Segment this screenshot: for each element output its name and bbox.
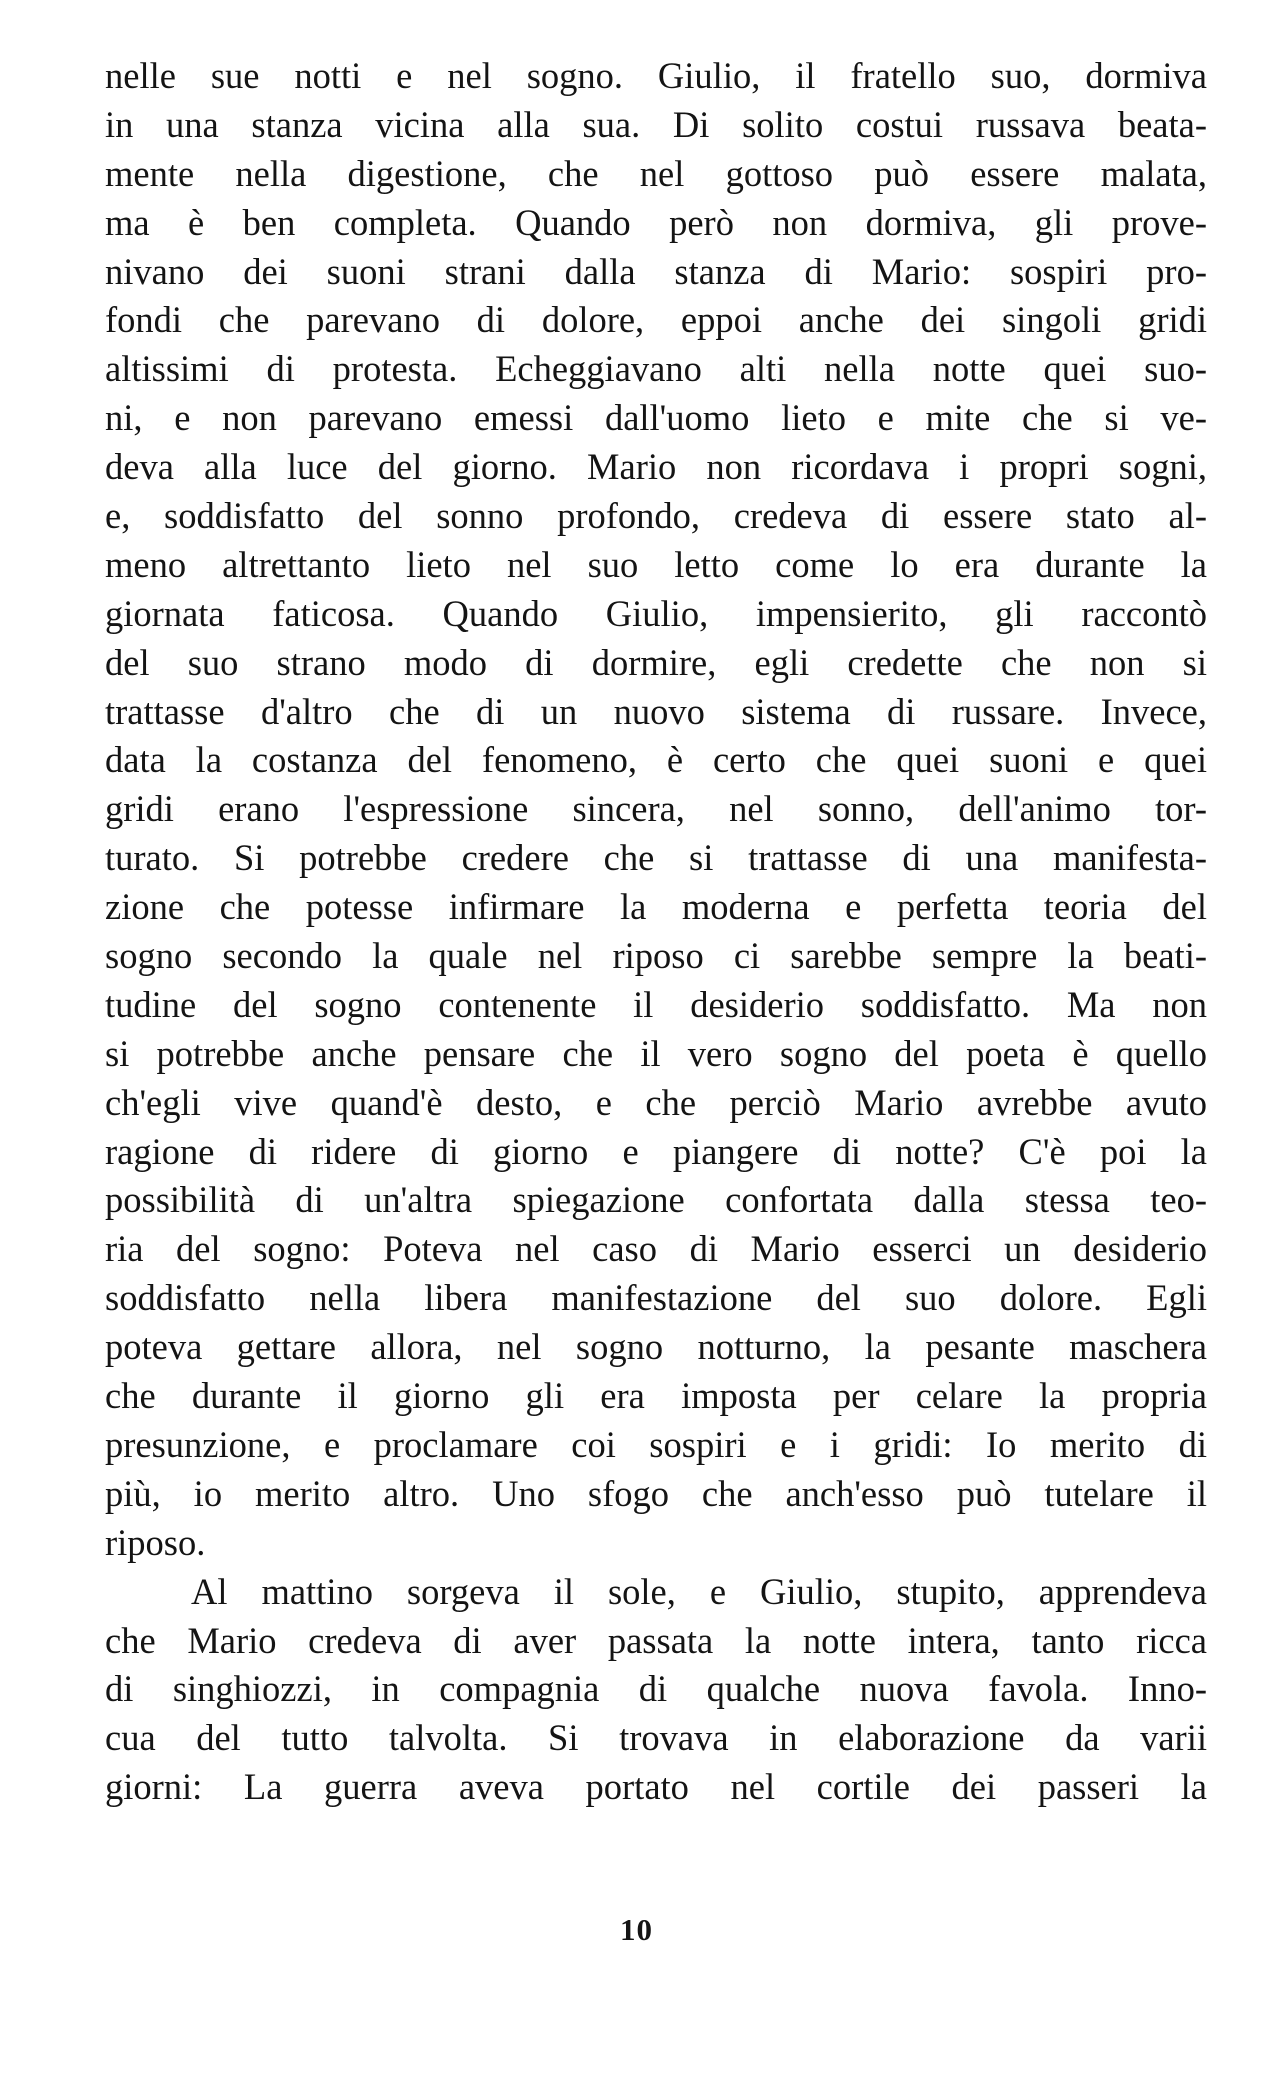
text-line: gridi erano l'espressione sincera, nel sonno, dell'animo tor- [105,788,1207,830]
text-line: Al mattino sorgeva il sole, e Giulio, stupito, apprendeva [191,1570,1207,1612]
text-line: si potrebbe anche pensare che il vero sogno del poeta è quello [105,1032,1207,1074]
page-number: 10 [620,1912,653,1947]
text-line: in una stanza vicina alla sua. Di solito costui russava beata- [105,103,1207,145]
text-line: meno altrettanto lieto nel suo letto come lo era durante la [105,543,1207,585]
text-line: che Mario credeva di aver passata la notte intera, tanto ricca [105,1619,1207,1661]
text-line: di singhiozzi, in compagnia di qualche nuova favola. Inno- [105,1668,1207,1710]
paragraph-2 [105,1568,1207,1812]
text-line: ch'egli vive quand'è desto, e che perciò Mario avrebbe avuto [105,1081,1207,1123]
text-line: ria del sogno: Poteva nel caso di Mario esserci un desiderio [105,1228,1207,1270]
text-line: soddisfatto nella libera manifestazione del suo dolore. Egli [105,1277,1207,1319]
text-line: del suo strano modo di dormire, egli credette che non si [105,641,1207,683]
text-line: poteva gettare allora, nel sogno notturno, la pesante maschera [105,1326,1207,1368]
text-line: data la costanza del fenomeno, è certo che quei suoni e quei [105,739,1207,781]
text-line: trattasse d'altro che di un nuovo sistema di russare. Invece, [105,690,1207,732]
text-line: giornata faticosa. Quando Giulio, impensierito, gli raccontò [105,592,1207,634]
text-line: altissimi di protesta. Echeggiavano alti nella notte quei suo- [105,348,1207,390]
text-line: sogno secondo la quale nel riposo ci sarebbe sempre la beati- [105,935,1207,977]
text-line: deva alla luce del giorno. Mario non ricordava i propri sogni, [105,446,1207,488]
text-line: più, io merito altro. Uno sfogo che anch'esso può tutelare il [105,1472,1207,1514]
text-line: zione che potesse infirmare la moderna e perfetta teoria del [105,886,1207,928]
text-line: turato. Si potrebbe credere che si trattasse di una manifesta- [105,837,1207,879]
text-line: e, soddisfatto del sonno profondo, credeva di essere stato al- [105,495,1207,537]
text-line: cua del tutto talvolta. Si trovava in elaborazione da varii [105,1717,1207,1759]
text-line: fondi che parevano di dolore, eppoi anche dei singoli gridi [105,299,1207,341]
text-line: riposo. [105,1521,206,1563]
text-line: ragione di ridere di giorno e piangere di notte? C'è poi la [105,1130,1207,1172]
text-line: presunzione, e proclamare coi sospiri e i gridi: Io merito di [105,1423,1207,1465]
text-line: possibilità di un'altra spiegazione confortata dalla stessa teo- [105,1179,1207,1221]
text-line: tudine del sogno contenente il desiderio soddisfatto. Ma non [105,983,1207,1025]
text-line: mente nella digestione, che nel gottoso può essere malata, [105,152,1207,194]
text-line: che durante il giorno gli era imposta per celare la propria [105,1375,1207,1417]
text-line: ma è ben completa. Quando però non dormiva, gli prove- [105,201,1207,243]
text-line: ni, e non parevano emessi dall'uomo lieto e mite che si ve- [105,397,1207,439]
text-line: nivano dei suoni strani dalla stanza di Mario: sospiri pro- [105,250,1207,292]
paragraph-1 [105,52,1207,1568]
text-line: giorni: La guerra aveva portato nel cortile dei passeri la [105,1766,1207,1808]
text-line: nelle sue notti e nel sogno. Giulio, il fratello suo, dormiva [105,55,1207,96]
body-text [105,52,1207,1812]
